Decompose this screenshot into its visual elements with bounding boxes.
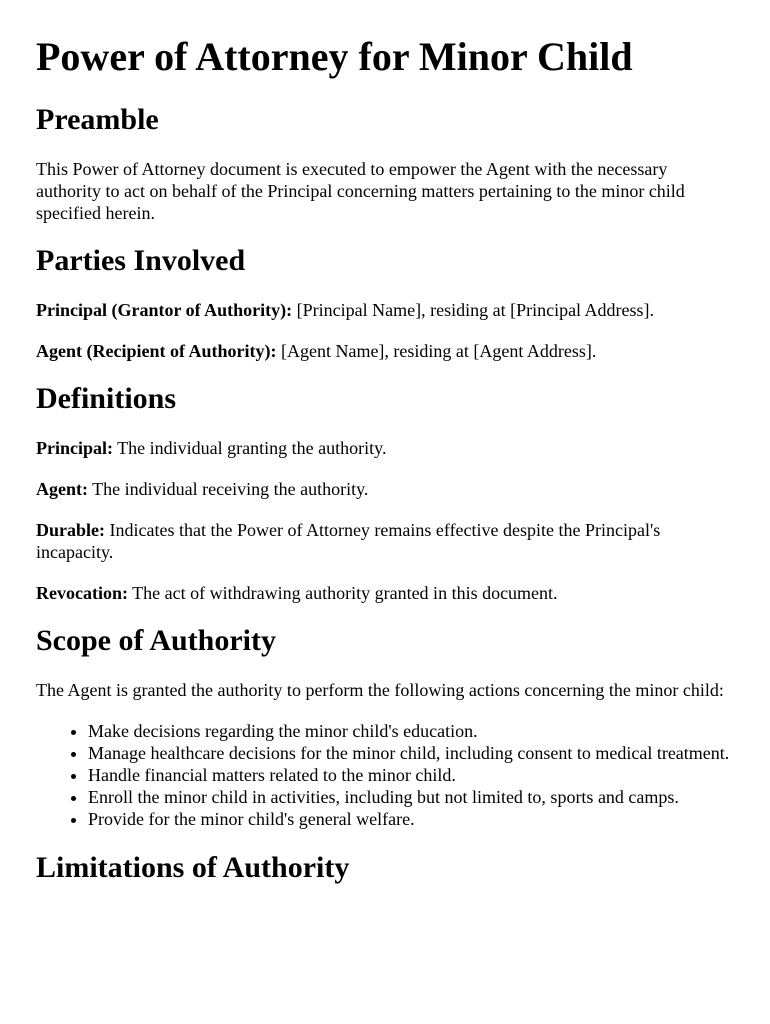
- parties-heading: Parties Involved: [36, 244, 246, 277]
- definition-text: The act of withdrawing authority granted in this document.: [127, 583, 558, 603]
- principal-party: [36, 299, 734, 321]
- document-title: Power of Attorney for Minor Child: [36, 34, 633, 79]
- limitations-section: [36, 850, 734, 886]
- preamble-section: [36, 102, 734, 224]
- definitions-heading: Definitions: [36, 382, 177, 415]
- list-item: • Provide for the minor child's general welfare.: [88, 808, 734, 830]
- definition-term: Principal:: [36, 438, 113, 458]
- agent-party: [36, 340, 734, 362]
- list-item: • Manage healthcare decisions for the minor child, including consent to medical treatment.: [88, 742, 734, 764]
- definition-text: The individual granting the authority.: [113, 438, 387, 458]
- scope-list: [36, 720, 734, 830]
- agent-party-text: [Agent Name], residing at [Agent Address].: [276, 341, 597, 361]
- preamble-text: This Power of Attorney document is executed to empower the Agent with the necessary authority to act on behalf of the Principal concerning matters pertaining to the minor child specified herein.: [36, 159, 685, 223]
- definition-revocation: [36, 582, 734, 604]
- parties-section: [36, 243, 734, 362]
- definition-text: Indicates that the Power of Attorney remains effective despite the Principal's incapacity.: [36, 520, 661, 562]
- definition-principal: [36, 437, 734, 459]
- definition-durable: [36, 519, 734, 563]
- definition-term: Agent:: [36, 479, 88, 499]
- list-item: • Handle financial matters related to the minor child.: [88, 764, 734, 786]
- principal-party-text: [Principal Name], residing at [Principal Address].: [292, 300, 655, 320]
- preamble-heading: Preamble: [36, 103, 159, 136]
- scope-section: [36, 623, 734, 830]
- scope-heading: Scope of Authority: [36, 624, 276, 657]
- definition-agent: [36, 478, 734, 500]
- definition-term: Durable:: [36, 520, 105, 540]
- definitions-section: [36, 381, 734, 604]
- limitations-heading: Limitations of Authority: [36, 851, 350, 884]
- agent-party-label: Agent (Recipient of Authority):: [36, 341, 277, 361]
- list-item: • Make decisions regarding the minor child's education.: [88, 720, 734, 742]
- definition-term: Revocation:: [36, 583, 128, 603]
- principal-party-label: Principal (Grantor of Authority):: [36, 300, 293, 320]
- definition-text: The individual receiving the authority.: [88, 479, 369, 499]
- scope-intro: The Agent is granted the authority to perform the following actions concerning the minor child:: [36, 680, 724, 700]
- list-item: • Enroll the minor child in activities, including but not limited to, sports and camps.: [88, 786, 734, 808]
